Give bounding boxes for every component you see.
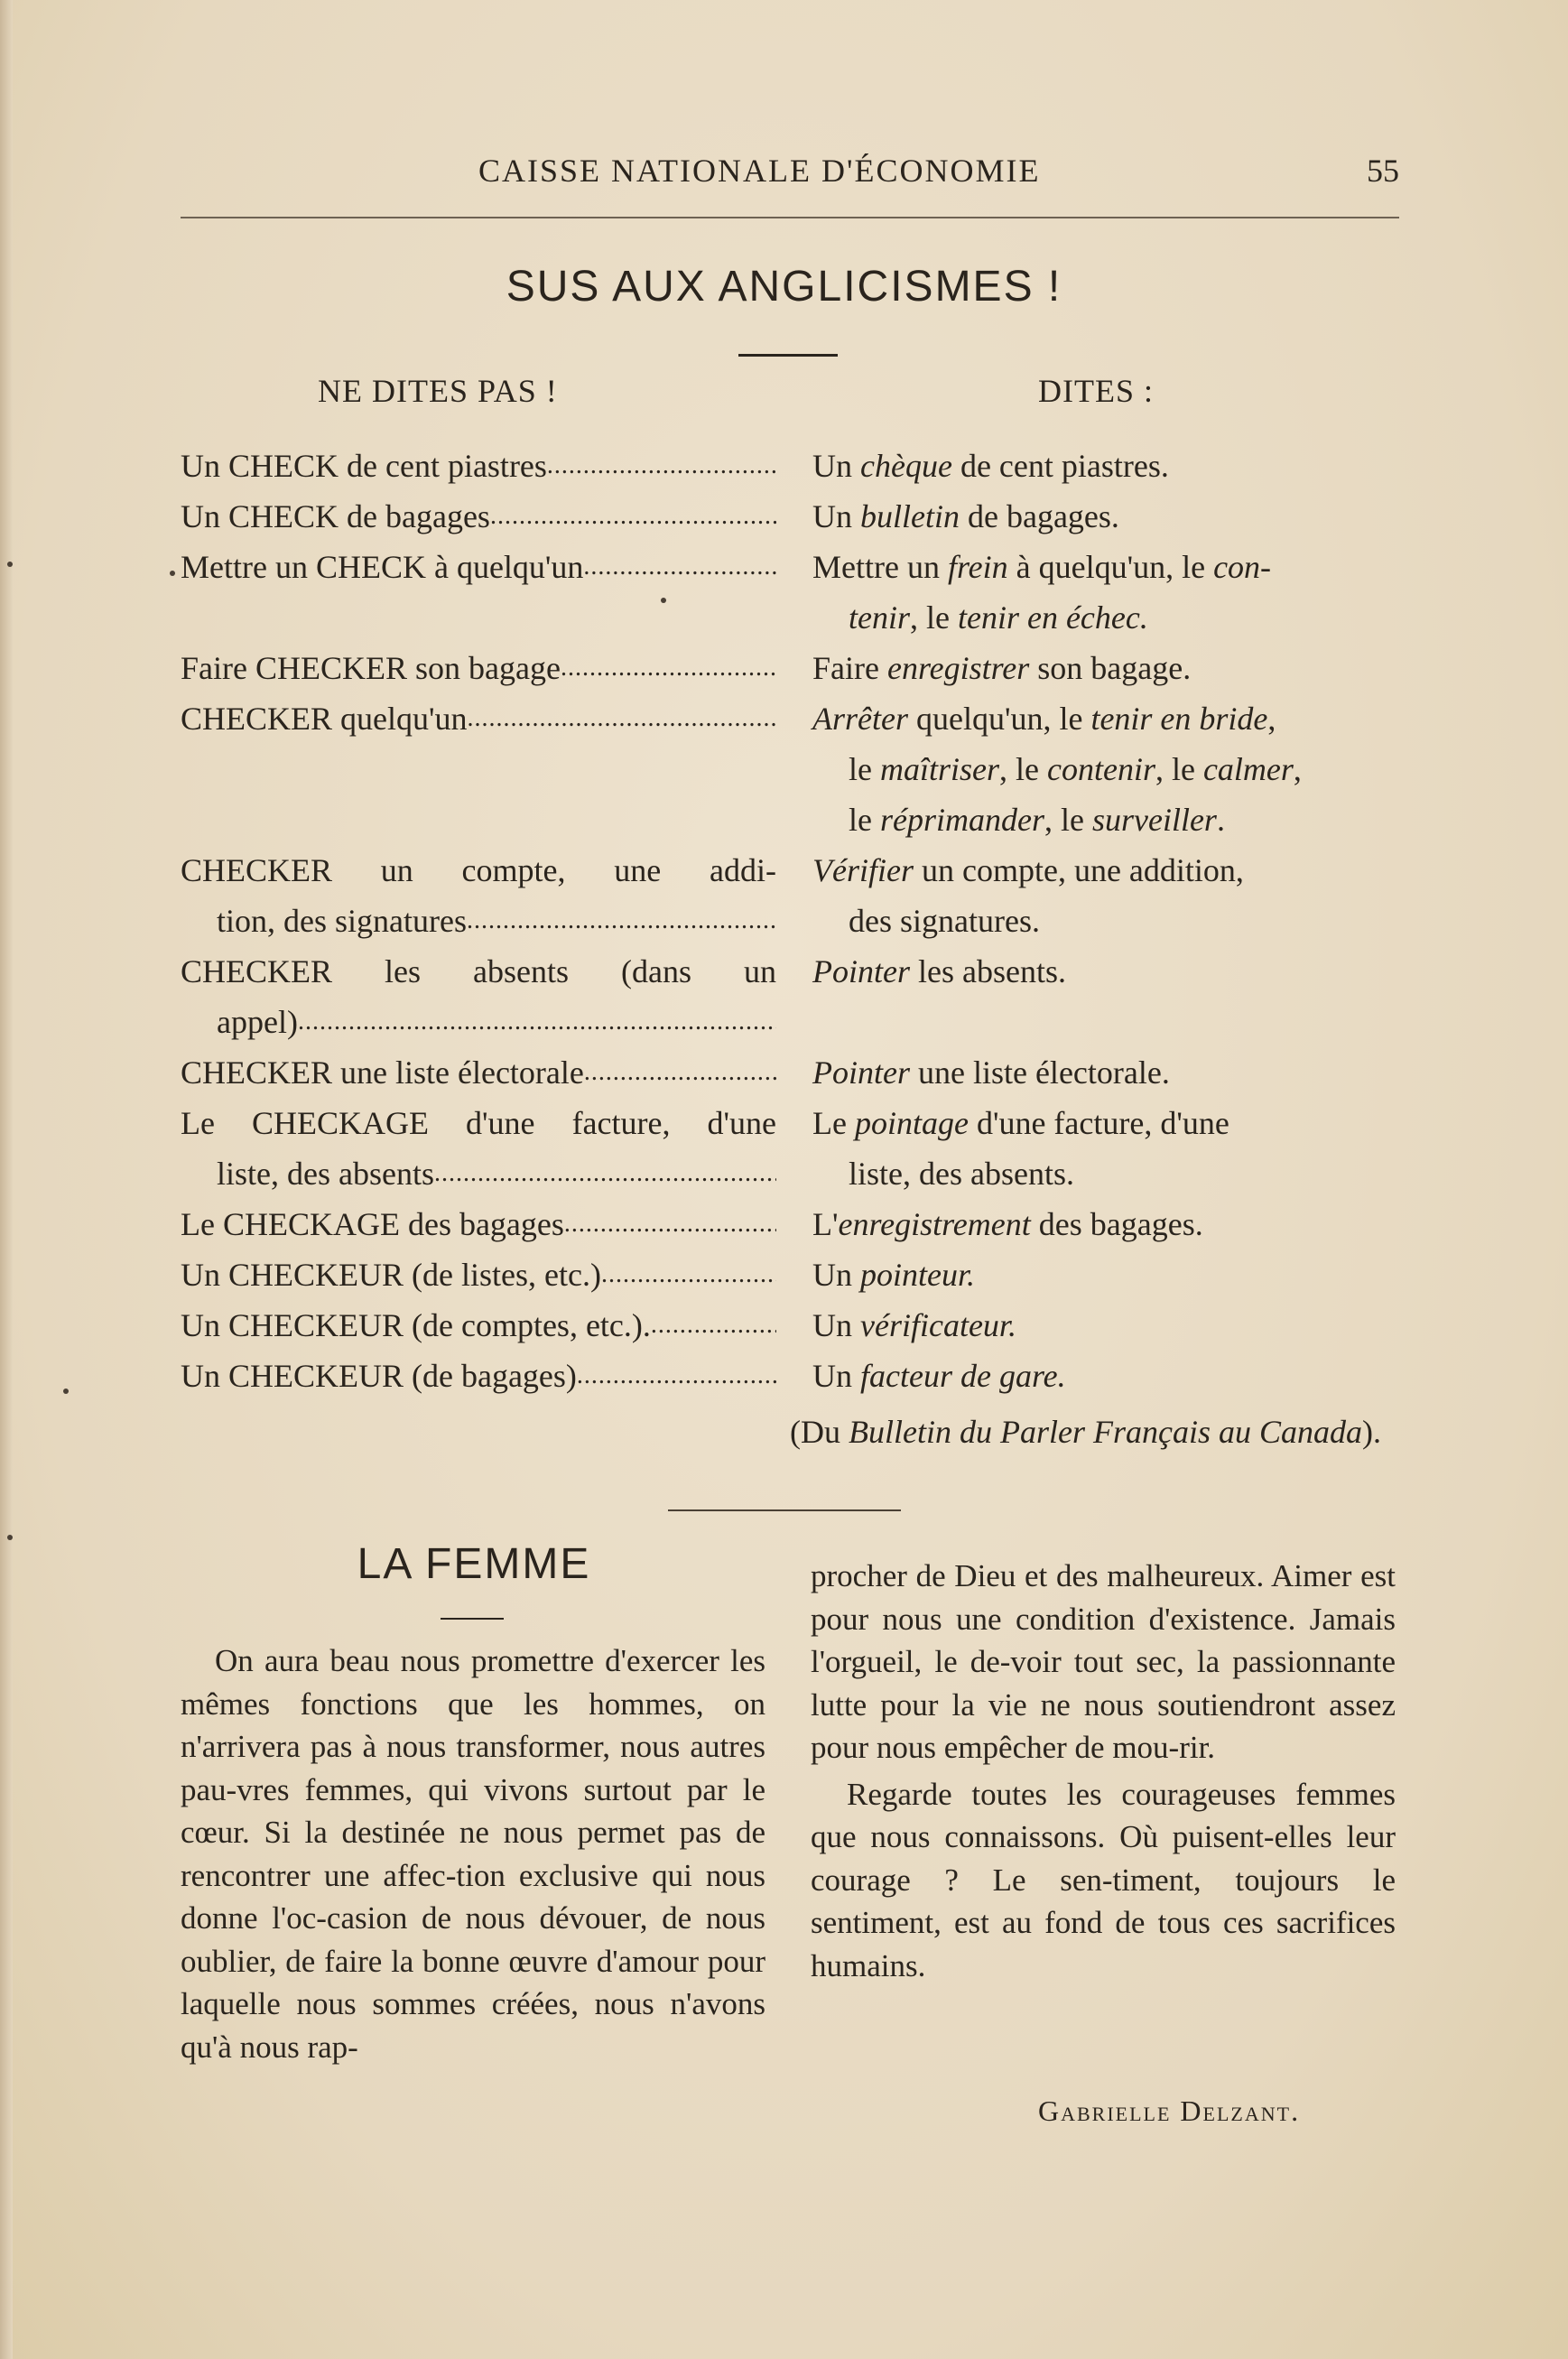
incorrect-phrase — [181, 1249, 776, 1300]
table-row — [181, 1300, 1399, 1351]
source-suffix: ). — [1362, 1414, 1381, 1450]
incorrect-phrase-line: Faire CHECKER son bagage ..... — [181, 643, 776, 693]
page-number: 55 — [1367, 153, 1399, 189]
table-row — [181, 542, 1399, 643]
table-row — [181, 845, 1399, 946]
table-row — [181, 946, 1399, 1047]
correct-phrase: Arrêter quelqu'un, le tenir en bride, le maîtriser, le contenir, le calmer, le réprimander, le surveiller. — [812, 701, 1302, 838]
femme-title-rule — [441, 1618, 504, 1620]
incorrect-phrase — [181, 1351, 776, 1401]
correct-phrase: Un facteur de gare. — [812, 1358, 1066, 1394]
correct-phrase: Un bulletin de bagages. — [812, 498, 1119, 534]
table-row — [181, 1351, 1399, 1401]
source-title: Bulletin du Parler Français au Canada — [849, 1414, 1362, 1450]
correct-phrase: L'enregistrement des bagages. — [812, 1206, 1203, 1242]
table-row — [181, 1199, 1399, 1249]
correct-phrase: Un vérificateur. — [812, 1307, 1016, 1343]
incorrect-phrase — [181, 845, 776, 946]
correct-phrase: Pointer une liste électorale. — [812, 1054, 1170, 1091]
speck — [7, 562, 13, 567]
incorrect-phrase — [181, 542, 776, 643]
anglicisms-table — [181, 441, 1399, 1401]
source-citation — [181, 1413, 1399, 1463]
correct-phrase: Un chèque de cent piastres. — [812, 448, 1169, 484]
femme-paragraph-1: On aura beau nous promettre d'exercer les mêmes fonctions que les hommes, on n'arrivera pas à nous transformer, nous autres pau-vres femmes, qui vivons surtout par le cœur. Si la destinée ne nous permet pas de rencontrer une affec-tion exclusive qui nous donne l'oc-casion de nous dévouer, de nous oublier, de faire la bonne œuvre d'amour pour laquelle nous sommes créées, nous n'avons qu'à nous rap- — [181, 1643, 765, 2065]
incorrect-phrase — [181, 1047, 776, 1098]
title-rule — [738, 354, 838, 357]
incorrect-phrase — [181, 693, 776, 845]
correct-phrase: Pointer les absents. — [812, 953, 1066, 989]
incorrect-phrase-line: Un CHECKEUR (de bagages) ..... — [181, 1351, 776, 1401]
table-row — [181, 1047, 1399, 1098]
incorrect-phrase-line: CHECKER une liste électorale ..... — [181, 1047, 776, 1098]
correct-phrase: Vérifier un compte, une addition, des signatures. — [812, 852, 1244, 939]
speck — [170, 571, 175, 576]
incorrect-phrase-line: Le CHECKAGE d'une facture, d'une — [181, 1105, 776, 1141]
incorrect-phrase-line: liste, des absents ..... — [181, 1148, 776, 1199]
correct-phrase: Faire enregistrer son bagage. — [812, 650, 1192, 686]
speck — [63, 1388, 69, 1394]
table-row — [181, 1098, 1399, 1199]
incorrect-phrase-line: CHECKER quelqu'un ..... — [181, 693, 776, 744]
incorrect-phrase-line: Le CHECKAGE des bagages ..... — [181, 1199, 776, 1249]
incorrect-phrase-line: CHECKER un compte, une addi- — [181, 852, 776, 888]
article-title-anglicismes: SUS AUX ANGLICISMES ! — [506, 263, 1062, 311]
table-row — [181, 1249, 1399, 1300]
incorrect-phrase — [181, 946, 776, 1047]
incorrect-phrase — [181, 1300, 776, 1351]
incorrect-phrase-line: tion, des signatures ..... — [181, 896, 776, 946]
correct-phrase: Mettre un frein à quelqu'un, le con- tenir, le tenir en échec. — [812, 549, 1272, 636]
incorrect-phrase-line: CHECKER les absents (dans un — [181, 953, 776, 989]
incorrect-phrase-line: Mettre un CHECK à quelqu'un ..... — [181, 542, 776, 592]
table-row — [181, 491, 1399, 542]
incorrect-phrase — [181, 491, 776, 542]
incorrect-phrase-line: Un CHECK de bagages ..... — [181, 491, 776, 542]
page-spine — [0, 0, 13, 2359]
article-title-la-femme: LA FEMME — [357, 1540, 591, 1588]
incorrect-phrase-line: appel) ..... — [181, 997, 776, 1047]
incorrect-phrase-line: Un CHECKEUR (de comptes, etc.). ..... — [181, 1300, 776, 1351]
incorrect-phrase — [181, 1098, 776, 1199]
table-row — [181, 643, 1399, 693]
speck — [661, 598, 666, 603]
table-row — [181, 693, 1399, 845]
running-head — [181, 152, 1399, 197]
speck — [7, 1535, 13, 1540]
header-rule — [181, 217, 1399, 218]
incorrect-phrase-line: Un CHECKEUR (de listes, etc.) ..... — [181, 1249, 776, 1300]
correct-phrase: Un pointeur. — [812, 1257, 976, 1293]
incorrect-phrase — [181, 441, 776, 491]
femme-column-1 — [181, 1639, 765, 2068]
table-row — [181, 441, 1399, 491]
running-title: CAISSE NATIONALE D'ÉCONOMIE — [478, 153, 1041, 189]
author-signature: Gabrielle Delzant. — [1038, 2094, 1301, 2127]
incorrect-phrase-line: Un CHECK de cent piastres ..... — [181, 441, 776, 491]
incorrect-phrase — [181, 643, 776, 693]
femme-paragraph-2: procher de Dieu et des malheureux. Aimer est pour nous une condition d'existence. Jamais l'orgueil, le de-voir tout sec, la passionnante lutte pour la vie ne nous soutiendront assez pour nous empêcher de mou-rir. — [811, 1558, 1396, 1765]
column-header-ne-dites-pas: NE DITES PAS ! — [318, 373, 558, 409]
femme-column-2 — [811, 1555, 1396, 1987]
femme-paragraph-3: Regarde toutes les courageuses femmes que nous connaissons. Où puisent-elles leur courage ? Le sen-timent, toujours le sentiment, est au fond de tous ces sacrifices humains. — [811, 1776, 1396, 1983]
source-prefix: (Du — [790, 1414, 849, 1450]
correct-phrase: Le pointage d'une facture, d'une liste, des absents. — [812, 1105, 1229, 1192]
column-header-dites: DITES : — [1038, 373, 1154, 409]
incorrect-phrase — [181, 1199, 776, 1249]
section-separator — [668, 1509, 901, 1511]
